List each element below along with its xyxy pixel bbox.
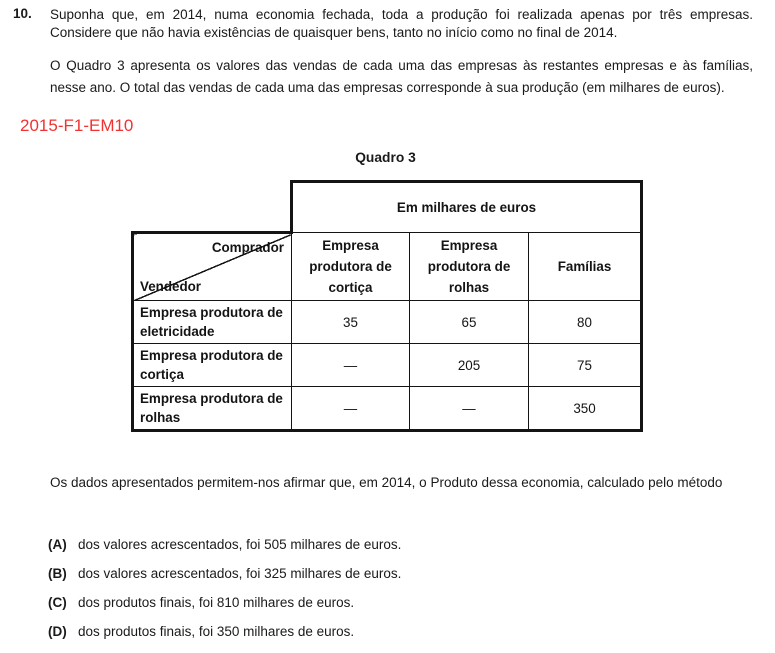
option-b-text: dos valores acrescentados, foi 325 milhares de euros. [78,566,402,581]
question-table-intro-paragraph: O Quadro 3 apresenta os valores das vendas de cada uma das empresas às restantes empresas e às famílias, nesse ano. O total das vendas de cada uma das empresas corresponde à sua produção (em milhares de euros). [50,58,753,95]
option-b-label: (B) [48,566,67,581]
row-label-eletricidade: Empresa produtora de eletricidade [133,301,292,344]
table-blank-cell [133,182,292,233]
question-intro-paragraph: Suponha que, em 2014, numa economia fechada, toda a produção foi realizada apenas por três empresas. Considere que não havia existências de quaisquer bens, tanto no início como no final de 2014. [50,7,753,40]
exam-code-label: 2015-F1-EM10 [20,116,134,135]
table-row [133,344,642,387]
value-cell: 75 [529,344,642,387]
option-d-label: (D) [48,624,67,639]
table-row [133,301,642,344]
answer-option-d [48,625,753,640]
sales-table [131,180,643,432]
question-number: 10. [13,6,32,21]
answer-option-a [48,538,753,553]
option-a-label: (A) [48,537,67,552]
option-d-text: dos produtos finais, foi 350 milhares de euros. [78,624,355,639]
option-c-text: dos produtos finais, foi 810 milhares de euros. [78,595,355,610]
table-corner-cell [133,233,292,301]
answer-option-b [48,567,753,582]
value-cell: 350 [529,387,642,431]
column-header-cortica: Empresa produtora de cortiça [292,233,410,301]
value-cell: — [410,387,529,431]
value-cell: 65 [410,301,529,344]
corner-seller-label: Vendedor [140,279,202,294]
answer-options [48,538,753,653]
answer-option-c [48,596,753,611]
column-header-rolhas: Empresa produtora de rolhas [410,233,529,301]
corner-buyer-label: Comprador [211,240,284,255]
value-cell: 205 [410,344,529,387]
question-closing-paragraph: Os dados apresentados permitem-nos afirmar que, em 2014, o Produto dessa economia, calculado pelo método [50,475,723,490]
option-c-label: (C) [48,595,67,610]
table-row [133,387,642,431]
value-cell: — [292,387,410,431]
table-title: Quadro 3 [355,150,416,165]
option-a-text: dos valores acrescentados, foi 505 milhares de euros. [78,537,402,552]
row-label-cortica: Empresa produtora de cortiça [133,344,292,387]
table-units-header: Em milhares de euros [292,182,642,233]
row-label-rolhas: Empresa produtora de rolhas [133,387,292,431]
value-cell: 80 [529,301,642,344]
value-cell: — [292,344,410,387]
value-cell: 35 [292,301,410,344]
column-header-familias: Famílias [529,233,642,301]
